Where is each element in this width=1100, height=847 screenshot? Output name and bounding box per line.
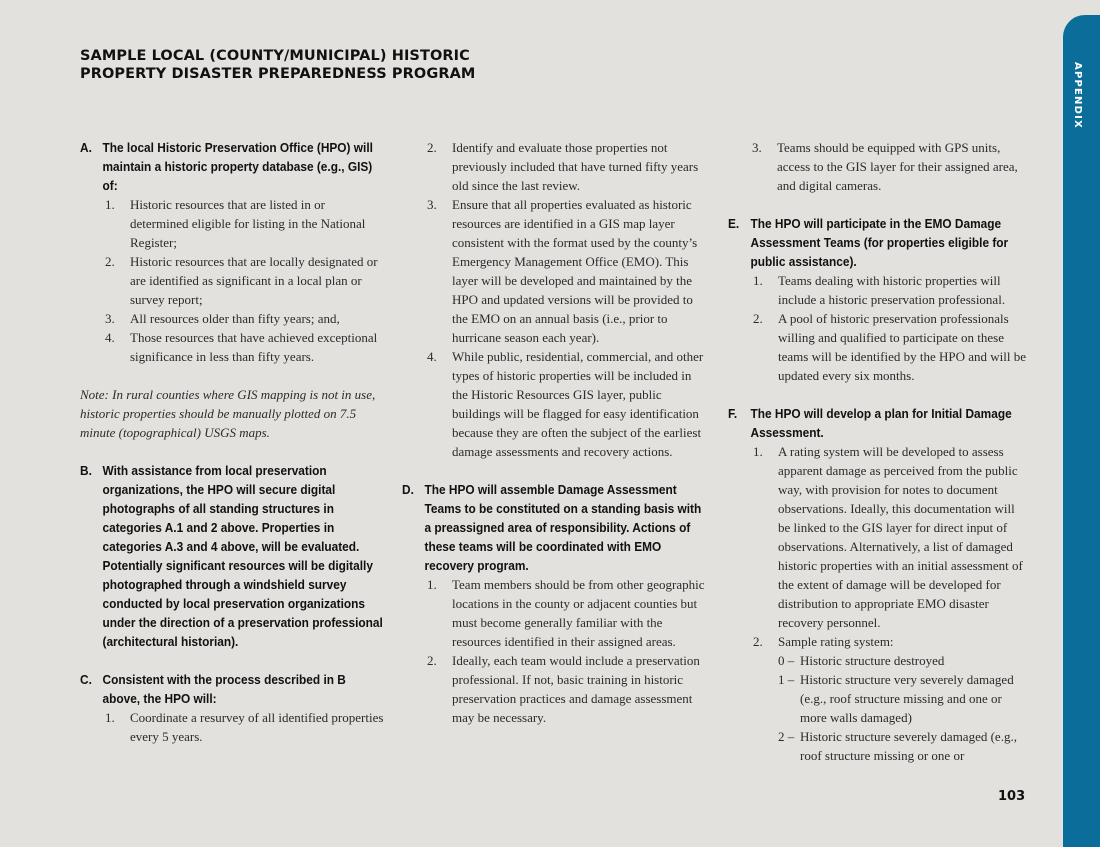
section-heading-text: The HPO will participate in the EMO Damage Assessment Teams (for properties eligible for public assistance). (750, 216, 1009, 269)
gis-note: Note: In rural counties where GIS mapping is not in use, historic properties should be manually plotted on 7.5 minute (topographical) USGS maps. (80, 387, 376, 440)
list-item (728, 309, 1028, 385)
item-text: All resources older than fifty years; and, (130, 311, 340, 326)
item-text: Teams dealing with historic properties will include a historic preservation professional. (778, 273, 1006, 307)
list-item (402, 575, 705, 651)
section-f-list (728, 442, 1028, 651)
section-c-list-part-2 (405, 138, 705, 461)
section-c (80, 670, 385, 746)
item-number: 1. (105, 197, 115, 212)
rating-text: Historic structure destroyed (800, 653, 945, 668)
rating-number: 2 – (778, 729, 795, 744)
rating-number: 0 – (778, 653, 795, 668)
rating-number: 1 – (778, 672, 795, 687)
rating-text: Historic structure severely damaged (e.g., roof structure missing or one or (800, 729, 1017, 763)
section-b (80, 461, 385, 651)
appendix-side-tab (1063, 15, 1100, 847)
list-item (728, 442, 1028, 632)
section-heading-text: With assistance from local preservation organizations, the HPO will secure digital photographs of all standing structures in categories A.1 and 2 above. Properties in categories A.3 and 4 above, will be evaluated. Potentially significant resources will be digitally photographed through a windshield survey conducted by local preservation organizations under the direction of a preservation professional (architectural historian). (102, 463, 383, 649)
item-text: Ensure that all properties evaluated as historic resources are identified in a GIS map layer consistent with the format used by the county’s Emergency Management Office (EMO). This layer will be developed and maintained by the HPO and updated versions will be provided to the EMO on an annual basis (i.e., prior to hurricane season each year). (452, 197, 698, 345)
section-a (80, 138, 385, 366)
item-text: Historic resources that are listed in or determined eligible for listing in the National Register; (130, 197, 366, 250)
section-d-list-part-2 (728, 138, 1028, 195)
rating-text: Historic structure very severely damaged (e.g., roof structure missing and one or more walls damaged) (800, 672, 1014, 725)
item-text: A pool of historic preservation professionals willing and qualified to participate on these teams will be identified by the HPO and will be updated every six months. (778, 311, 1027, 383)
item-text: Sample rating system: (778, 634, 894, 649)
item-text: Identify and evaluate those properties not previously included that have turned fifty years old since the last review. (452, 140, 699, 193)
item-text: Those resources that have achieved exceptional significance in less than fifty years. (130, 330, 378, 364)
section-letter: C. (80, 672, 92, 687)
page-title (80, 47, 540, 83)
item-text: Team members should be from other geographic locations in the county or adjacent counties but must become generally familiar with the resources identified in their assigned areas. (452, 577, 705, 649)
item-text: A rating system will be developed to assess apparent damage as perceived from the public way, with provision for notes to document observations. Ideally, this documentation will be linked to the GIS layer for direct input of observations. Alternatively, a list of damaged historic properties with an initial assessment of the extent of damage will be developed for distribution to appropriate EMO disaster recovery personnel. (778, 444, 1023, 630)
list-item (752, 138, 1028, 195)
column-3 (728, 138, 1028, 784)
section-d-list-part-1 (402, 575, 705, 727)
list-item (80, 708, 385, 746)
rating-item (778, 727, 1028, 765)
list-item (80, 328, 385, 366)
item-number: 2. (427, 653, 437, 668)
section-e-list (728, 271, 1028, 385)
item-text: Ideally, each team would include a preservation professional. If not, basic training in historic preservation practices and damage assessment may be necessary. (452, 653, 700, 725)
item-number: 3. (105, 311, 115, 326)
section-e (728, 214, 1028, 385)
item-number: 4. (427, 349, 437, 364)
list-item (427, 195, 705, 347)
page-title-line-1: SAMPLE LOCAL (COUNTY/MUNICIPAL) HISTORIC (80, 48, 470, 64)
item-text: While public, residential, commercial, and other types of historic properties will be included in the Historic Resources GIS layer, public buildings will be flagged for easy identification because they are often the subject of the earliest damage assessments and recovery actions. (452, 349, 704, 459)
item-text: Teams should be equipped with GPS units, access to the GIS layer for their assigned area, and digital cameras. (777, 140, 1018, 193)
rating-item (778, 651, 1028, 670)
list-item (728, 271, 1028, 309)
section-c-heading (80, 670, 385, 708)
item-number: 1. (753, 273, 763, 288)
section-heading-text: Consistent with the process described in B above, the HPO will: (102, 672, 346, 706)
item-number: 1. (427, 577, 437, 592)
section-f-heading (728, 404, 1028, 442)
list-item (80, 309, 385, 328)
appendix-tab-label: APPENDIX (1072, 62, 1083, 129)
list-item (80, 252, 385, 309)
list-item (402, 651, 705, 727)
section-a-list (80, 195, 385, 366)
section-letter: F. (728, 406, 738, 421)
section-c-continued (405, 138, 705, 461)
section-e-heading (728, 214, 1028, 271)
item-number: 1. (105, 710, 115, 725)
section-d (402, 480, 705, 727)
item-number: 2. (753, 311, 763, 326)
item-number: 1. (753, 444, 763, 459)
list-item (427, 347, 705, 461)
section-letter: B. (80, 463, 92, 478)
section-heading-text: The HPO will assemble Damage Assessment Teams to be constituted on a standing basis with a preassigned area of responsibility. Actions of these teams will be coordinated with EMO recovery program. (424, 482, 702, 573)
item-text: Coordinate a resurvey of all identified properties every 5 years. (130, 710, 384, 744)
section-b-heading (80, 461, 385, 651)
column-1 (80, 138, 385, 765)
item-number: 2. (753, 634, 763, 649)
section-heading-text: The HPO will develop a plan for Initial Damage Assessment. (750, 406, 1012, 440)
section-letter: A. (80, 140, 92, 155)
section-heading-text: The local Historic Preservation Office (HPO) will maintain a historic property database (e.g., GIS) of: (102, 140, 373, 193)
column-2 (402, 138, 705, 746)
page-title-line-2: PROPERTY DISASTER PREPAREDNESS PROGRAM (80, 66, 476, 82)
section-f (728, 404, 1028, 765)
rating-item (778, 670, 1028, 727)
item-number: 2. (427, 140, 437, 155)
page-number: 103 (998, 789, 1026, 804)
section-letter: E. (728, 216, 740, 231)
item-number: 4. (105, 330, 115, 345)
list-item (427, 138, 705, 195)
list-item (728, 632, 1028, 651)
item-text: Historic resources that are locally designated or are identified as significant in a local plan or survey report; (130, 254, 378, 307)
item-number: 3. (427, 197, 437, 212)
section-d-heading (402, 480, 705, 575)
section-a-heading (80, 138, 385, 195)
section-letter: D. (402, 482, 414, 497)
section-d-continued (728, 138, 1028, 195)
item-number: 2. (105, 254, 115, 269)
damage-rating-list (728, 651, 1028, 765)
list-item (80, 195, 385, 252)
section-c-list-part-1 (80, 708, 385, 746)
item-number: 3. (752, 140, 762, 155)
